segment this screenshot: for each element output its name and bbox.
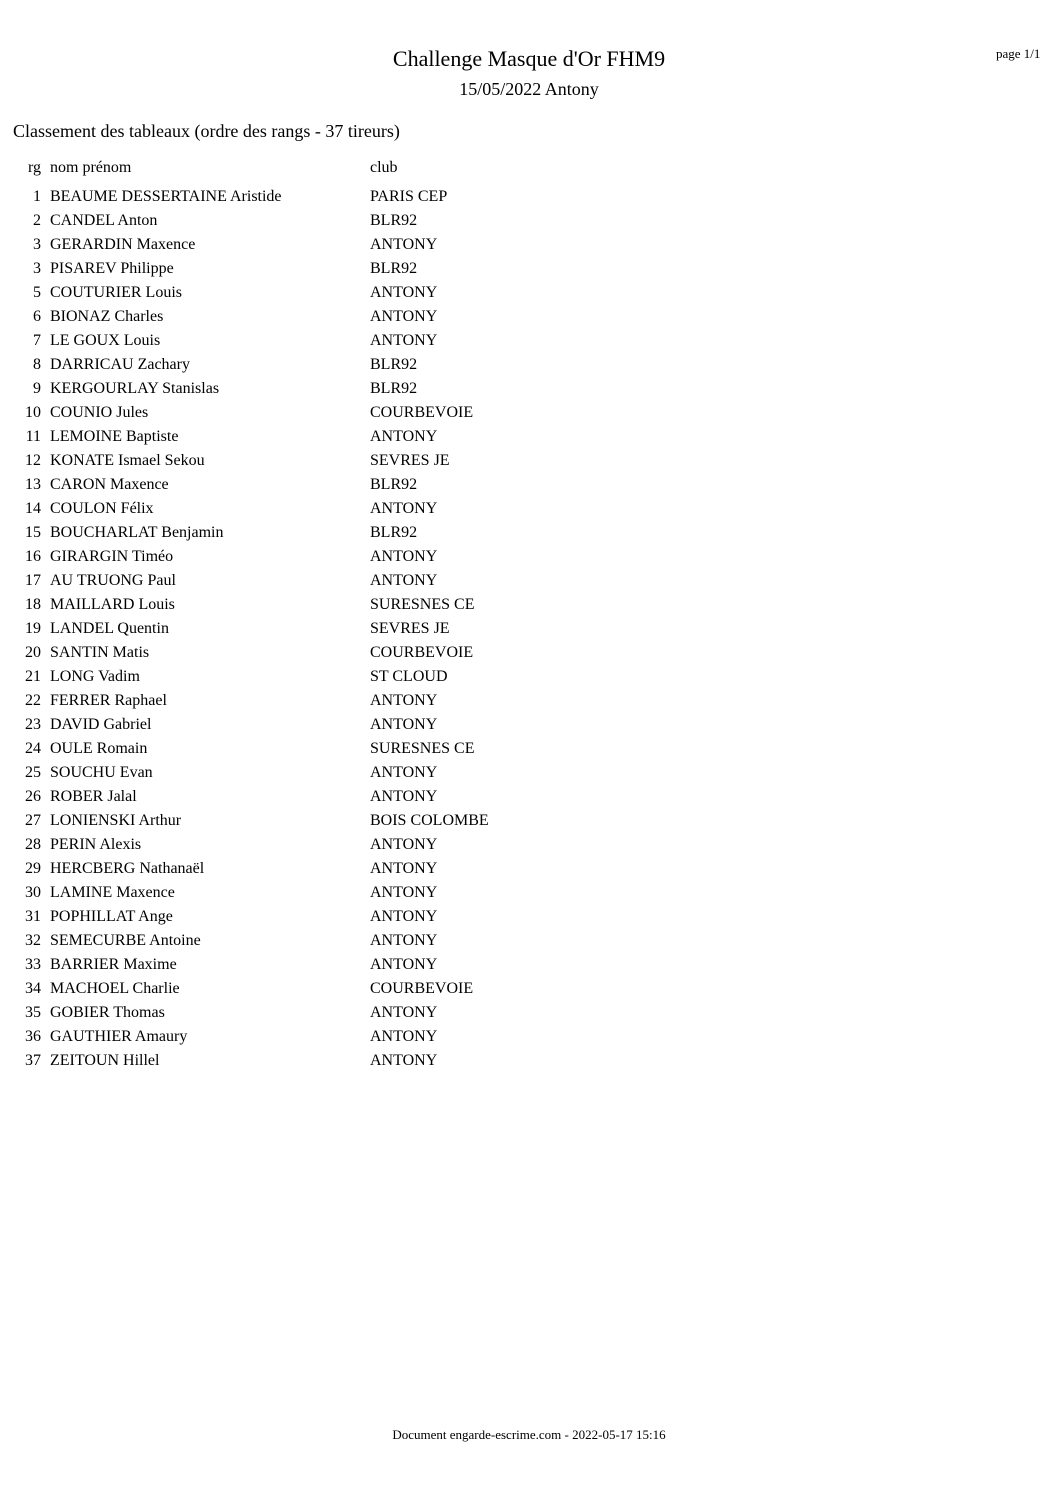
table-row — [0, 738, 1058, 762]
table-row — [0, 402, 1058, 426]
table-row — [0, 258, 1058, 282]
name-cell: COUTURIER Louis — [50, 284, 182, 301]
club-cell: ANTONY — [370, 500, 438, 517]
club-cell: ST CLOUD — [370, 668, 448, 685]
rank-cell: 35 — [25, 1004, 41, 1021]
club-cell: ANTONY — [370, 284, 438, 301]
table-row — [0, 858, 1058, 882]
rank-cell: 36 — [25, 1028, 41, 1045]
table-row — [0, 786, 1058, 810]
club-cell: SEVRES JE — [370, 452, 450, 469]
name-cell: BEAUME DESSERTAINE Aristide — [50, 188, 282, 205]
club-cell: ANTONY — [370, 884, 438, 901]
table-row — [0, 234, 1058, 258]
name-cell: SEMECURBE Antoine — [50, 932, 201, 949]
name-cell: KERGOURLAY Stanislas — [50, 380, 220, 397]
name-cell: DAVID Gabriel — [50, 716, 152, 733]
table-row — [0, 450, 1058, 474]
page-number: page 1/1 — [996, 46, 1041, 61]
column-header-name: nom prénom — [50, 159, 132, 176]
rank-cell: 10 — [25, 404, 41, 421]
table-row — [0, 978, 1058, 1002]
name-cell: FERRER Raphael — [50, 692, 167, 709]
table-row — [0, 1026, 1058, 1050]
rank-cell: 7 — [33, 332, 41, 349]
rank-cell: 3 — [33, 260, 41, 277]
table-row — [0, 954, 1058, 978]
name-cell: HERCBERG Nathanaël — [50, 860, 205, 877]
footer: Document engarde-escrime.com - 2022-05-17 15:16 — [392, 1427, 666, 1442]
name-cell: BARRIER Maxime — [50, 956, 177, 973]
name-cell: LANDEL Quentin — [50, 620, 169, 637]
column-header-rank: rg — [27, 159, 41, 176]
club-cell: ANTONY — [370, 908, 438, 925]
table-row — [0, 834, 1058, 858]
name-cell: ZEITOUN Hillel — [50, 1052, 160, 1069]
name-cell: CANDEL Anton — [50, 212, 158, 229]
table-row — [0, 570, 1058, 594]
rank-cell: 33 — [25, 956, 41, 973]
rank-cell: 3 — [33, 236, 41, 253]
club-cell: ANTONY — [370, 428, 438, 445]
club-cell: ANTONY — [370, 764, 438, 781]
name-cell: AU TRUONG Paul — [50, 572, 176, 589]
table-row — [0, 930, 1058, 954]
rank-cell: 23 — [25, 716, 41, 733]
table-row — [0, 210, 1058, 234]
name-cell: LONIENSKI Arthur — [50, 812, 182, 829]
rank-cell: 24 — [25, 740, 41, 757]
table-row — [0, 282, 1058, 306]
club-cell: BOIS COLOMBE — [370, 812, 489, 829]
rank-cell: 6 — [33, 308, 41, 325]
name-cell: KONATE Ismael Sekou — [50, 452, 205, 469]
table-row — [0, 810, 1058, 834]
club-cell: SEVRES JE — [370, 620, 450, 637]
club-cell: BLR92 — [370, 380, 418, 397]
rank-cell: 16 — [25, 548, 41, 565]
rank-cell: 19 — [25, 620, 41, 637]
rank-cell: 9 — [33, 380, 41, 397]
name-cell: POPHILLAT Ange — [50, 908, 173, 925]
club-cell: BLR92 — [370, 260, 418, 277]
rank-cell: 37 — [25, 1052, 41, 1069]
name-cell: COULON Félix — [50, 500, 154, 517]
name-cell: MACHOEL Charlie — [50, 980, 180, 997]
name-cell: OULE Romain — [50, 740, 148, 757]
rank-cell: 31 — [25, 908, 41, 925]
rank-cell: 1 — [33, 188, 41, 205]
rank-cell: 12 — [25, 452, 41, 469]
rank-cell: 2 — [33, 212, 41, 229]
table-row — [0, 498, 1058, 522]
name-cell: PERIN Alexis — [50, 836, 142, 853]
name-cell: GIRARGIN Timéo — [50, 548, 174, 565]
table-row — [0, 378, 1058, 402]
club-cell: PARIS CEP — [370, 188, 448, 205]
name-cell: COUNIO Jules — [50, 404, 149, 421]
rank-cell: 27 — [25, 812, 41, 829]
club-cell: BLR92 — [370, 356, 418, 373]
club-cell: ANTONY — [370, 932, 438, 949]
club-cell: ANTONY — [370, 692, 438, 709]
table-row — [0, 1050, 1058, 1074]
document-title: Challenge Masque d'Or FHM9 — [392, 46, 666, 71]
name-cell: BOUCHARLAT Benjamin — [50, 524, 224, 541]
club-cell: ANTONY — [370, 860, 438, 877]
table-header — [0, 158, 1058, 178]
table-row — [0, 690, 1058, 714]
club-cell: ANTONY — [370, 548, 438, 565]
name-cell: GOBIER Thomas — [50, 1004, 165, 1021]
rank-cell: 25 — [25, 764, 41, 781]
name-cell: SOUCHU Evan — [50, 764, 153, 781]
rank-cell: 17 — [25, 572, 41, 589]
club-cell: SURESNES CE — [370, 596, 475, 613]
rank-cell: 28 — [25, 836, 41, 853]
rank-cell: 32 — [25, 932, 41, 949]
table-row — [0, 762, 1058, 786]
ranking-table — [0, 186, 1058, 1074]
name-cell: LONG Vadim — [50, 668, 140, 685]
club-cell: ANTONY — [370, 956, 438, 973]
rank-cell: 15 — [25, 524, 41, 541]
rank-cell: 13 — [25, 476, 41, 493]
club-cell: ANTONY — [370, 1028, 438, 1045]
name-cell: CARON Maxence — [50, 476, 169, 493]
table-row — [0, 1002, 1058, 1026]
rank-cell: 26 — [25, 788, 41, 805]
rank-cell: 8 — [33, 356, 41, 373]
section-heading: Classement des tableaux (ordre des rangs - 37 tireurs) — [13, 121, 400, 141]
club-cell: SURESNES CE — [370, 740, 475, 757]
table-row — [0, 882, 1058, 906]
table-row — [0, 546, 1058, 570]
name-cell: GAUTHIER Amaury — [50, 1028, 188, 1045]
club-cell: BLR92 — [370, 212, 418, 229]
rank-cell: 29 — [25, 860, 41, 877]
rank-cell: 11 — [25, 428, 41, 445]
table-row — [0, 666, 1058, 690]
club-cell: COURBEVOIE — [370, 404, 474, 421]
rank-cell: 5 — [33, 284, 41, 301]
table-row — [0, 330, 1058, 354]
name-cell: LE GOUX Louis — [50, 332, 161, 349]
name-cell: LEMOINE Baptiste — [50, 428, 179, 445]
name-cell: LAMINE Maxence — [50, 884, 175, 901]
document-subtitle: 15/05/2022 Antony — [459, 79, 599, 99]
club-cell: ANTONY — [370, 236, 438, 253]
name-cell: ROBER Jalal — [50, 788, 137, 805]
table-row — [0, 186, 1058, 210]
club-cell: ANTONY — [370, 332, 438, 349]
club-cell: BLR92 — [370, 524, 418, 541]
name-cell: DARRICAU Zachary — [50, 356, 190, 373]
club-cell: ANTONY — [370, 308, 438, 325]
club-cell: BLR92 — [370, 476, 418, 493]
table-row — [0, 426, 1058, 450]
rank-cell: 22 — [25, 692, 41, 709]
rank-cell: 30 — [25, 884, 41, 901]
club-cell: ANTONY — [370, 1052, 438, 1069]
column-header-club: club — [370, 159, 398, 176]
rank-cell: 18 — [25, 596, 41, 613]
club-cell: ANTONY — [370, 716, 438, 733]
club-cell: ANTONY — [370, 572, 438, 589]
table-row — [0, 306, 1058, 330]
name-cell: BIONAZ Charles — [50, 308, 164, 325]
table-row — [0, 906, 1058, 930]
name-cell: SANTIN Matis — [50, 644, 150, 661]
club-cell: COURBEVOIE — [370, 644, 474, 661]
club-cell: COURBEVOIE — [370, 980, 474, 997]
club-cell: ANTONY — [370, 788, 438, 805]
rank-cell: 20 — [25, 644, 41, 661]
name-cell: MAILLARD Louis — [50, 596, 175, 613]
club-cell: ANTONY — [370, 1004, 438, 1021]
table-row — [0, 474, 1058, 498]
club-cell: ANTONY — [370, 836, 438, 853]
table-row — [0, 714, 1058, 738]
name-cell: PISAREV Philippe — [50, 260, 174, 277]
table-row — [0, 642, 1058, 666]
rank-cell: 14 — [25, 500, 41, 517]
table-row — [0, 594, 1058, 618]
table-row — [0, 522, 1058, 546]
name-cell: GERARDIN Maxence — [50, 236, 196, 253]
table-row — [0, 354, 1058, 378]
rank-cell: 34 — [25, 980, 41, 997]
rank-cell: 21 — [25, 668, 41, 685]
table-row — [0, 618, 1058, 642]
